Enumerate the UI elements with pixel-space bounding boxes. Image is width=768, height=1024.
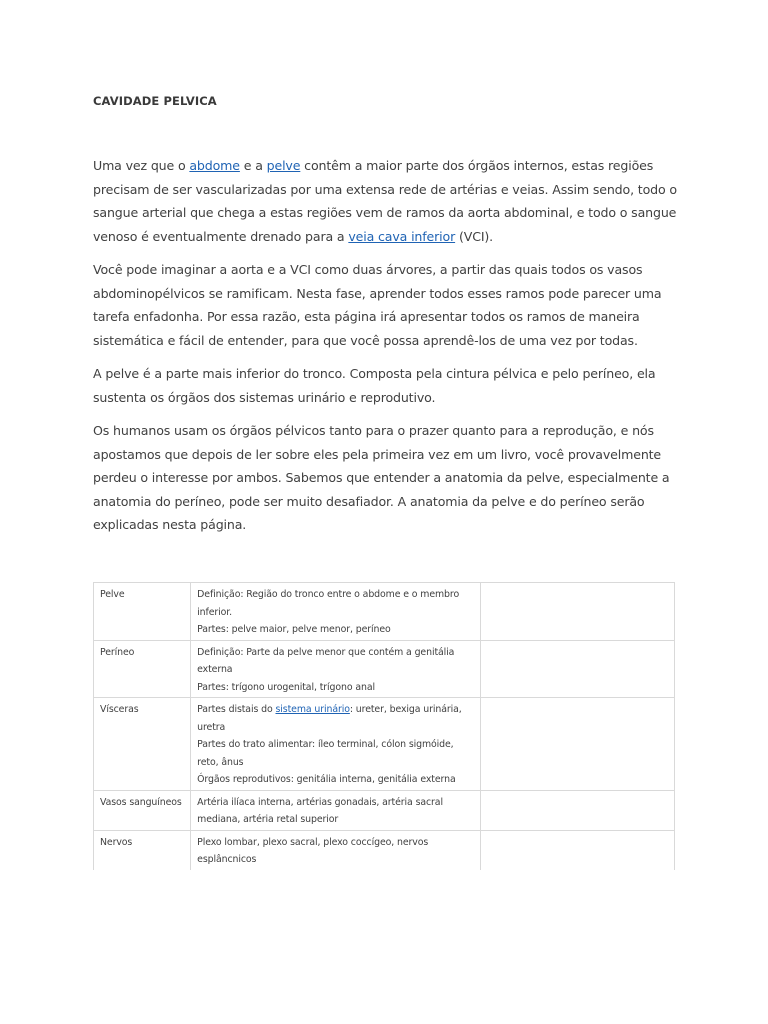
- table-cell-description: [191, 830, 480, 870]
- table-row: [94, 698, 675, 791]
- paragraph-text: (VCI).: [455, 228, 494, 244]
- paragraph-pelve: A pelve é a parte mais inferior do tronco. Composta pela cintura pélvica e pelo períneo, ela sustenta os órgãos dos sistemas urinário e reprodutivo.: [93, 366, 656, 405]
- table-cell-term: Vasos sanguíneos: [94, 790, 191, 830]
- link-pelve[interactable]: pelve: [266, 158, 301, 173]
- document-title: CAVIDADE PELVICA: [93, 94, 217, 108]
- paragraph-aorta-vci: Você pode imaginar a aorta e a VCI como duas árvores, a partir das quais todos os vasos abdominopélvicos se ramificam. Nesta fase, aprender todos esses ramos pode parecer uma tarefa enfadonha. Por essa razão, esta página irá apresentar todos os ramos de maneira sistemática e fácil de entender, para que você possa aprendê-los de uma vez por todas.: [93, 262, 662, 348]
- table-cell-empty: [480, 640, 674, 698]
- table-row: [94, 790, 675, 830]
- table-cell-term: Pelve: [94, 583, 191, 641]
- cell-line: Plexo lombar, plexo sacral, plexo coccígeo, nervos esplâncnicos: [197, 836, 429, 865]
- table-row: [94, 830, 675, 870]
- link-abdome[interactable]: abdome: [189, 158, 240, 173]
- table-cell-description: [191, 790, 480, 830]
- pelvis-summary-table: [93, 582, 675, 870]
- table-row: [94, 583, 675, 641]
- cell-line: Partes: pelve maior, pelve menor, períneo: [197, 624, 391, 635]
- cell-line: Partes do trato alimentar: íleo terminal, cólon sigmóide, reto, ânus: [197, 739, 454, 768]
- cell-line: Definição: Parte da pelve menor que contém a genitália externa: [197, 646, 455, 675]
- paragraph-text: contêm a maior parte dos órgãos internos, estas regiões precisam de ser vascularizadas por uma extensa rede de artérias e veias. Assim sendo, todo o sangue arterial que chega a estas regiões vem de ramos da aorta abdominal, e todo o sangue venoso é eventualmente drenado para a: [93, 158, 677, 244]
- table-cell-description: [191, 583, 480, 641]
- table-cell-term: Períneo: [94, 640, 191, 698]
- paragraph-orgaos-pelvicos: Os humanos usam os órgãos pélvicos tanto para o prazer quanto para a reprodução, e nós apostamos que depois de ler sobre eles pela primeira vez em um livro, você provavelmente perdeu o interesse por ambos. Sabemos que entender a anatomia da pelve, especialmente a anatomia do períneo, pode ser muito desafiador. A anatomia da pelve e do períneo serão explicadas nesta página.: [93, 423, 670, 532]
- cell-line: Partes: trígono urogenital, trígono anal: [197, 681, 376, 693]
- table-cell-empty: [480, 698, 674, 791]
- cell-text: Partes distais do: [197, 704, 276, 715]
- paragraph-intro: [93, 154, 683, 248]
- table-cell-empty: [480, 790, 674, 830]
- table-row: [94, 640, 675, 698]
- cell-line: [197, 701, 473, 736]
- table-cell-term: Nervos: [94, 830, 191, 870]
- table-cell-description: [191, 640, 480, 698]
- document-page: [93, 94, 683, 547]
- cell-line: Artéria ilíaca interna, artérias gonadais, artéria sacral mediana, artéria retal superior: [197, 796, 443, 825]
- paragraph-text: Uma vez que o: [93, 158, 190, 173]
- table-cell-term: Vísceras: [94, 698, 191, 791]
- link-sistema-urinario[interactable]: sistema urinário: [275, 704, 350, 715]
- document-body: [93, 154, 683, 537]
- paragraph-text: e a: [239, 158, 267, 173]
- cell-text: : ureter, bexiga urinária, uretra: [197, 704, 462, 733]
- cell-line: Definição: Região do tronco entre o abdome e o membro inferior.: [197, 589, 460, 618]
- cell-line: Órgãos reprodutivos: genitália interna, genitália externa: [197, 774, 456, 785]
- table-cell-empty: [480, 830, 674, 870]
- link-veia-cava-inferior[interactable]: veia cava inferior: [348, 228, 456, 244]
- table-cell-description: [191, 698, 480, 791]
- table-cell-empty: [480, 583, 674, 641]
